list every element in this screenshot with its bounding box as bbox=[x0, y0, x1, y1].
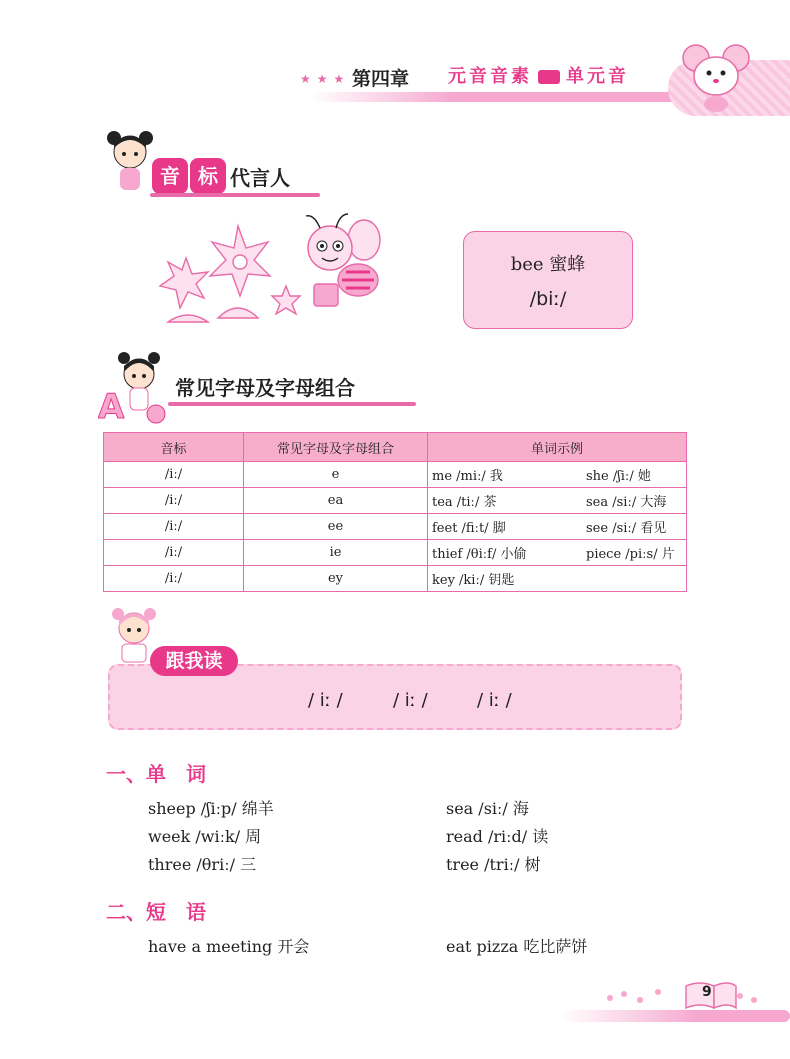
cell-example-1: tea /tiː/ 茶 bbox=[428, 488, 583, 514]
page-number: 9 bbox=[702, 984, 712, 1000]
cell-phonetic: /iː/ bbox=[104, 488, 244, 514]
phrase-item: eat pizza 吃比萨饼 bbox=[446, 937, 588, 956]
words-heading: 一、单 词 bbox=[106, 762, 206, 786]
header-stars-icon: ★★★ bbox=[300, 72, 351, 86]
word-item: week /wiːk/ 周 bbox=[148, 827, 262, 846]
cell-example-1: thief /θiːf/ 小偷 bbox=[428, 540, 583, 566]
word-item: sea /siː/ 海 bbox=[446, 799, 529, 818]
table-row bbox=[104, 514, 687, 540]
girl-abc-mascot-icon bbox=[98, 352, 178, 424]
word-item: three /θriː/ 三 bbox=[148, 855, 257, 874]
follow-symbol-2: / iː / bbox=[393, 690, 428, 711]
bee-illustration-icon bbox=[296, 210, 386, 318]
card-phonetic: /biː/ bbox=[529, 288, 567, 310]
section-title-letters: 常见字母及字母组合 bbox=[175, 376, 355, 400]
chapter-title bbox=[448, 62, 629, 88]
cell-example-1: key /kiː/ 钥匙 bbox=[428, 566, 583, 592]
section-title-bubbles bbox=[152, 158, 228, 194]
section-underline bbox=[150, 193, 320, 197]
follow-symbol-3: / iː / bbox=[477, 690, 512, 711]
header-examples: 单词示例 bbox=[428, 433, 687, 462]
title-bubble-2: 标 bbox=[190, 158, 226, 194]
section-title-follow: 跟我读 bbox=[150, 646, 238, 676]
section-underline bbox=[168, 402, 416, 406]
cell-phonetic: /iː/ bbox=[104, 462, 244, 488]
cell-phonetic: /iː/ bbox=[104, 514, 244, 540]
table-row bbox=[104, 566, 687, 592]
cell-example-2: see /siː/ 看见 bbox=[582, 514, 687, 540]
phrases-heading: 二、短 语 bbox=[106, 900, 206, 924]
header-phonetic: 音标 bbox=[104, 433, 244, 462]
word-item: sheep /ʃiːp/ 绵羊 bbox=[148, 799, 274, 818]
cell-example-2: piece /piːs/ 片 bbox=[582, 540, 687, 566]
chapter-label: 第四章 bbox=[352, 68, 410, 90]
cell-letters: ey bbox=[244, 566, 428, 592]
table-row bbox=[104, 540, 687, 566]
cell-example-1: feet /fiːt/ 脚 bbox=[428, 514, 583, 540]
table-header-row bbox=[104, 433, 687, 462]
flowers-illustration-icon bbox=[158, 218, 308, 330]
cell-example-2 bbox=[582, 566, 687, 592]
footer-book-decoration-icon bbox=[600, 978, 760, 1014]
table-row bbox=[104, 488, 687, 514]
title-dash-icon bbox=[538, 70, 560, 84]
chapter-title-right: 单元音 bbox=[566, 66, 629, 87]
phrase-item: have a meeting 开会 bbox=[148, 937, 310, 956]
card-word: bee 蜜蜂 bbox=[510, 254, 586, 275]
cell-example-2: sea /siː/ 大海 bbox=[582, 488, 687, 514]
cell-phonetic: /iː/ bbox=[104, 540, 244, 566]
chapter-title-left: 元音音素 bbox=[448, 66, 532, 87]
phoneme-example-card bbox=[463, 231, 633, 329]
cell-letters: e bbox=[244, 462, 428, 488]
header-letters: 常见字母及字母组合 bbox=[244, 433, 428, 462]
title-bubble-1: 音 bbox=[152, 158, 188, 194]
phonics-table bbox=[103, 432, 687, 592]
cell-letters: ea bbox=[244, 488, 428, 514]
cell-letters: ie bbox=[244, 540, 428, 566]
word-item: read /riːd/ 读 bbox=[446, 827, 549, 846]
section-title-rest: 代言人 bbox=[230, 166, 290, 190]
mouse-mascot-icon bbox=[680, 40, 752, 112]
girl-mascot-icon bbox=[104, 128, 156, 198]
cell-phonetic: /iː/ bbox=[104, 566, 244, 592]
follow-symbol-1: / iː / bbox=[308, 690, 343, 711]
svg-text:A: A bbox=[98, 387, 125, 424]
table-row bbox=[104, 462, 687, 488]
word-item: tree /triː/ 树 bbox=[446, 855, 541, 874]
cell-example-1: me /miː/ 我 bbox=[428, 462, 583, 488]
cell-letters: ee bbox=[244, 514, 428, 540]
cell-example-2: she /ʃiː/ 她 bbox=[582, 462, 687, 488]
